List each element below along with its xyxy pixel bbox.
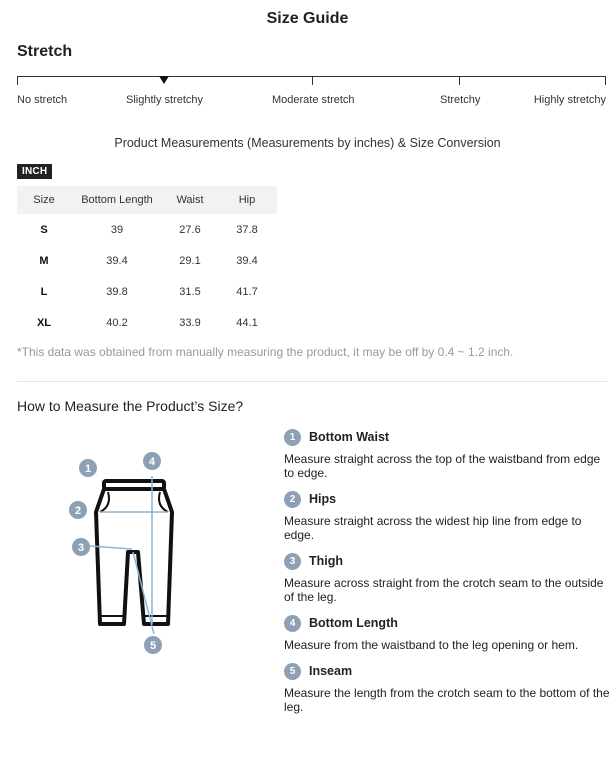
stretch-level-label: Slightly stretchy: [126, 94, 204, 106]
step-description: Measure from the waistband to the leg opening or hem.: [284, 638, 579, 652]
step-title: Inseam: [309, 664, 353, 678]
step-title: Thigh: [309, 554, 344, 568]
conversion-title: Product Measurements (Measurements by inches) & Size Conversion: [114, 136, 501, 150]
step-title: Bottom Waist: [309, 430, 390, 444]
pants-measurement-diagram: [60, 448, 190, 660]
stretch-tick: [17, 76, 18, 85]
table-cell: 40.2: [106, 316, 128, 329]
measure-step: [284, 614, 610, 652]
stretch-level-label: Moderate stretch: [272, 94, 355, 106]
marker-3: [72, 538, 90, 556]
measure-step: [284, 552, 610, 604]
step-title: Bottom Length: [309, 616, 398, 630]
svg-text:5: 5: [149, 640, 157, 652]
measure-step: [284, 428, 610, 480]
stretch-level-label: No stretch: [17, 94, 68, 106]
how-to-measure-title: How to Measure the Product’s Size?: [17, 398, 244, 414]
table-header-waist: Waist: [163, 186, 217, 214]
table-header-size: Size: [17, 186, 71, 214]
marker-4: [143, 452, 161, 470]
table-header-hip: Hip: [217, 186, 277, 214]
stretch-tick: [605, 76, 606, 85]
marker-1: [79, 459, 97, 477]
section-divider: [17, 381, 607, 382]
table-row: [17, 245, 277, 276]
measurement-steps: [284, 428, 610, 724]
table-cell-size: XL: [36, 316, 52, 329]
svg-text:1: 1: [84, 463, 92, 475]
table-cell: 37.8: [236, 223, 258, 236]
size-table: [17, 186, 277, 338]
triangle-down-icon: [159, 76, 169, 84]
step-description: Measure the length from the crotch seam to the bottom of the leg.: [284, 686, 610, 714]
table-cell: 39.4: [236, 254, 258, 267]
step-description: Measure across straight from the crotch seam to the outside of the leg.: [284, 576, 604, 604]
stretch-heading: Stretch: [17, 43, 73, 60]
stretch-level-label: Highly stretchy: [533, 94, 606, 106]
stretch-scale: [17, 76, 606, 106]
table-cell-size: S: [40, 223, 48, 236]
step-number-badge: 2: [284, 491, 301, 508]
table-cell: 39: [110, 223, 124, 236]
measurement-note: *This data was obtained from manually measuring the product, it may be off by 0.4 ~ 1.2 inch.: [17, 345, 514, 359]
table-cell: 29.1: [179, 254, 201, 267]
measure-step: [284, 490, 610, 542]
table-cell-size: M: [39, 254, 49, 267]
table-cell: 39.4: [106, 254, 128, 267]
svg-text:2: 2: [74, 505, 82, 517]
table-header-bottom-length: Bottom Length: [71, 186, 163, 214]
stretch-level-label: Stretchy: [440, 94, 481, 106]
step-number-badge: 5: [284, 663, 301, 680]
measure-step: [284, 662, 610, 714]
table-row: [17, 307, 277, 338]
page-title: Size Guide: [266, 10, 349, 27]
marker-5: [144, 636, 162, 654]
table-cell: 41.7: [236, 285, 258, 298]
pants-outline: [96, 481, 172, 624]
step-number-badge: 4: [284, 615, 301, 632]
svg-text:4: 4: [148, 456, 156, 468]
table-cell: 27.6: [179, 223, 201, 236]
table-cell: 33.9: [179, 316, 201, 329]
table-cell-size: L: [40, 285, 48, 298]
table-cell: 39.8: [106, 285, 128, 298]
stretch-tick: [459, 76, 460, 85]
svg-text:3: 3: [77, 542, 85, 554]
step-title: Hips: [309, 492, 337, 506]
unit-badge: INCH: [17, 164, 52, 179]
stretch-tick: [312, 76, 313, 85]
table-cell: 44.1: [236, 316, 258, 329]
step-description: Measure straight across the widest hip line from edge to edge.: [284, 514, 582, 542]
table-row: [17, 214, 277, 245]
marker-2: [69, 501, 87, 519]
table-header-row: [17, 186, 277, 214]
step-number-badge: 3: [284, 553, 301, 570]
table-row: [17, 276, 277, 307]
step-number-badge: 1: [284, 429, 301, 446]
step-description: Measure straight across the top of the waistband from edge to edge.: [284, 452, 601, 480]
table-cell: 31.5: [179, 285, 201, 298]
